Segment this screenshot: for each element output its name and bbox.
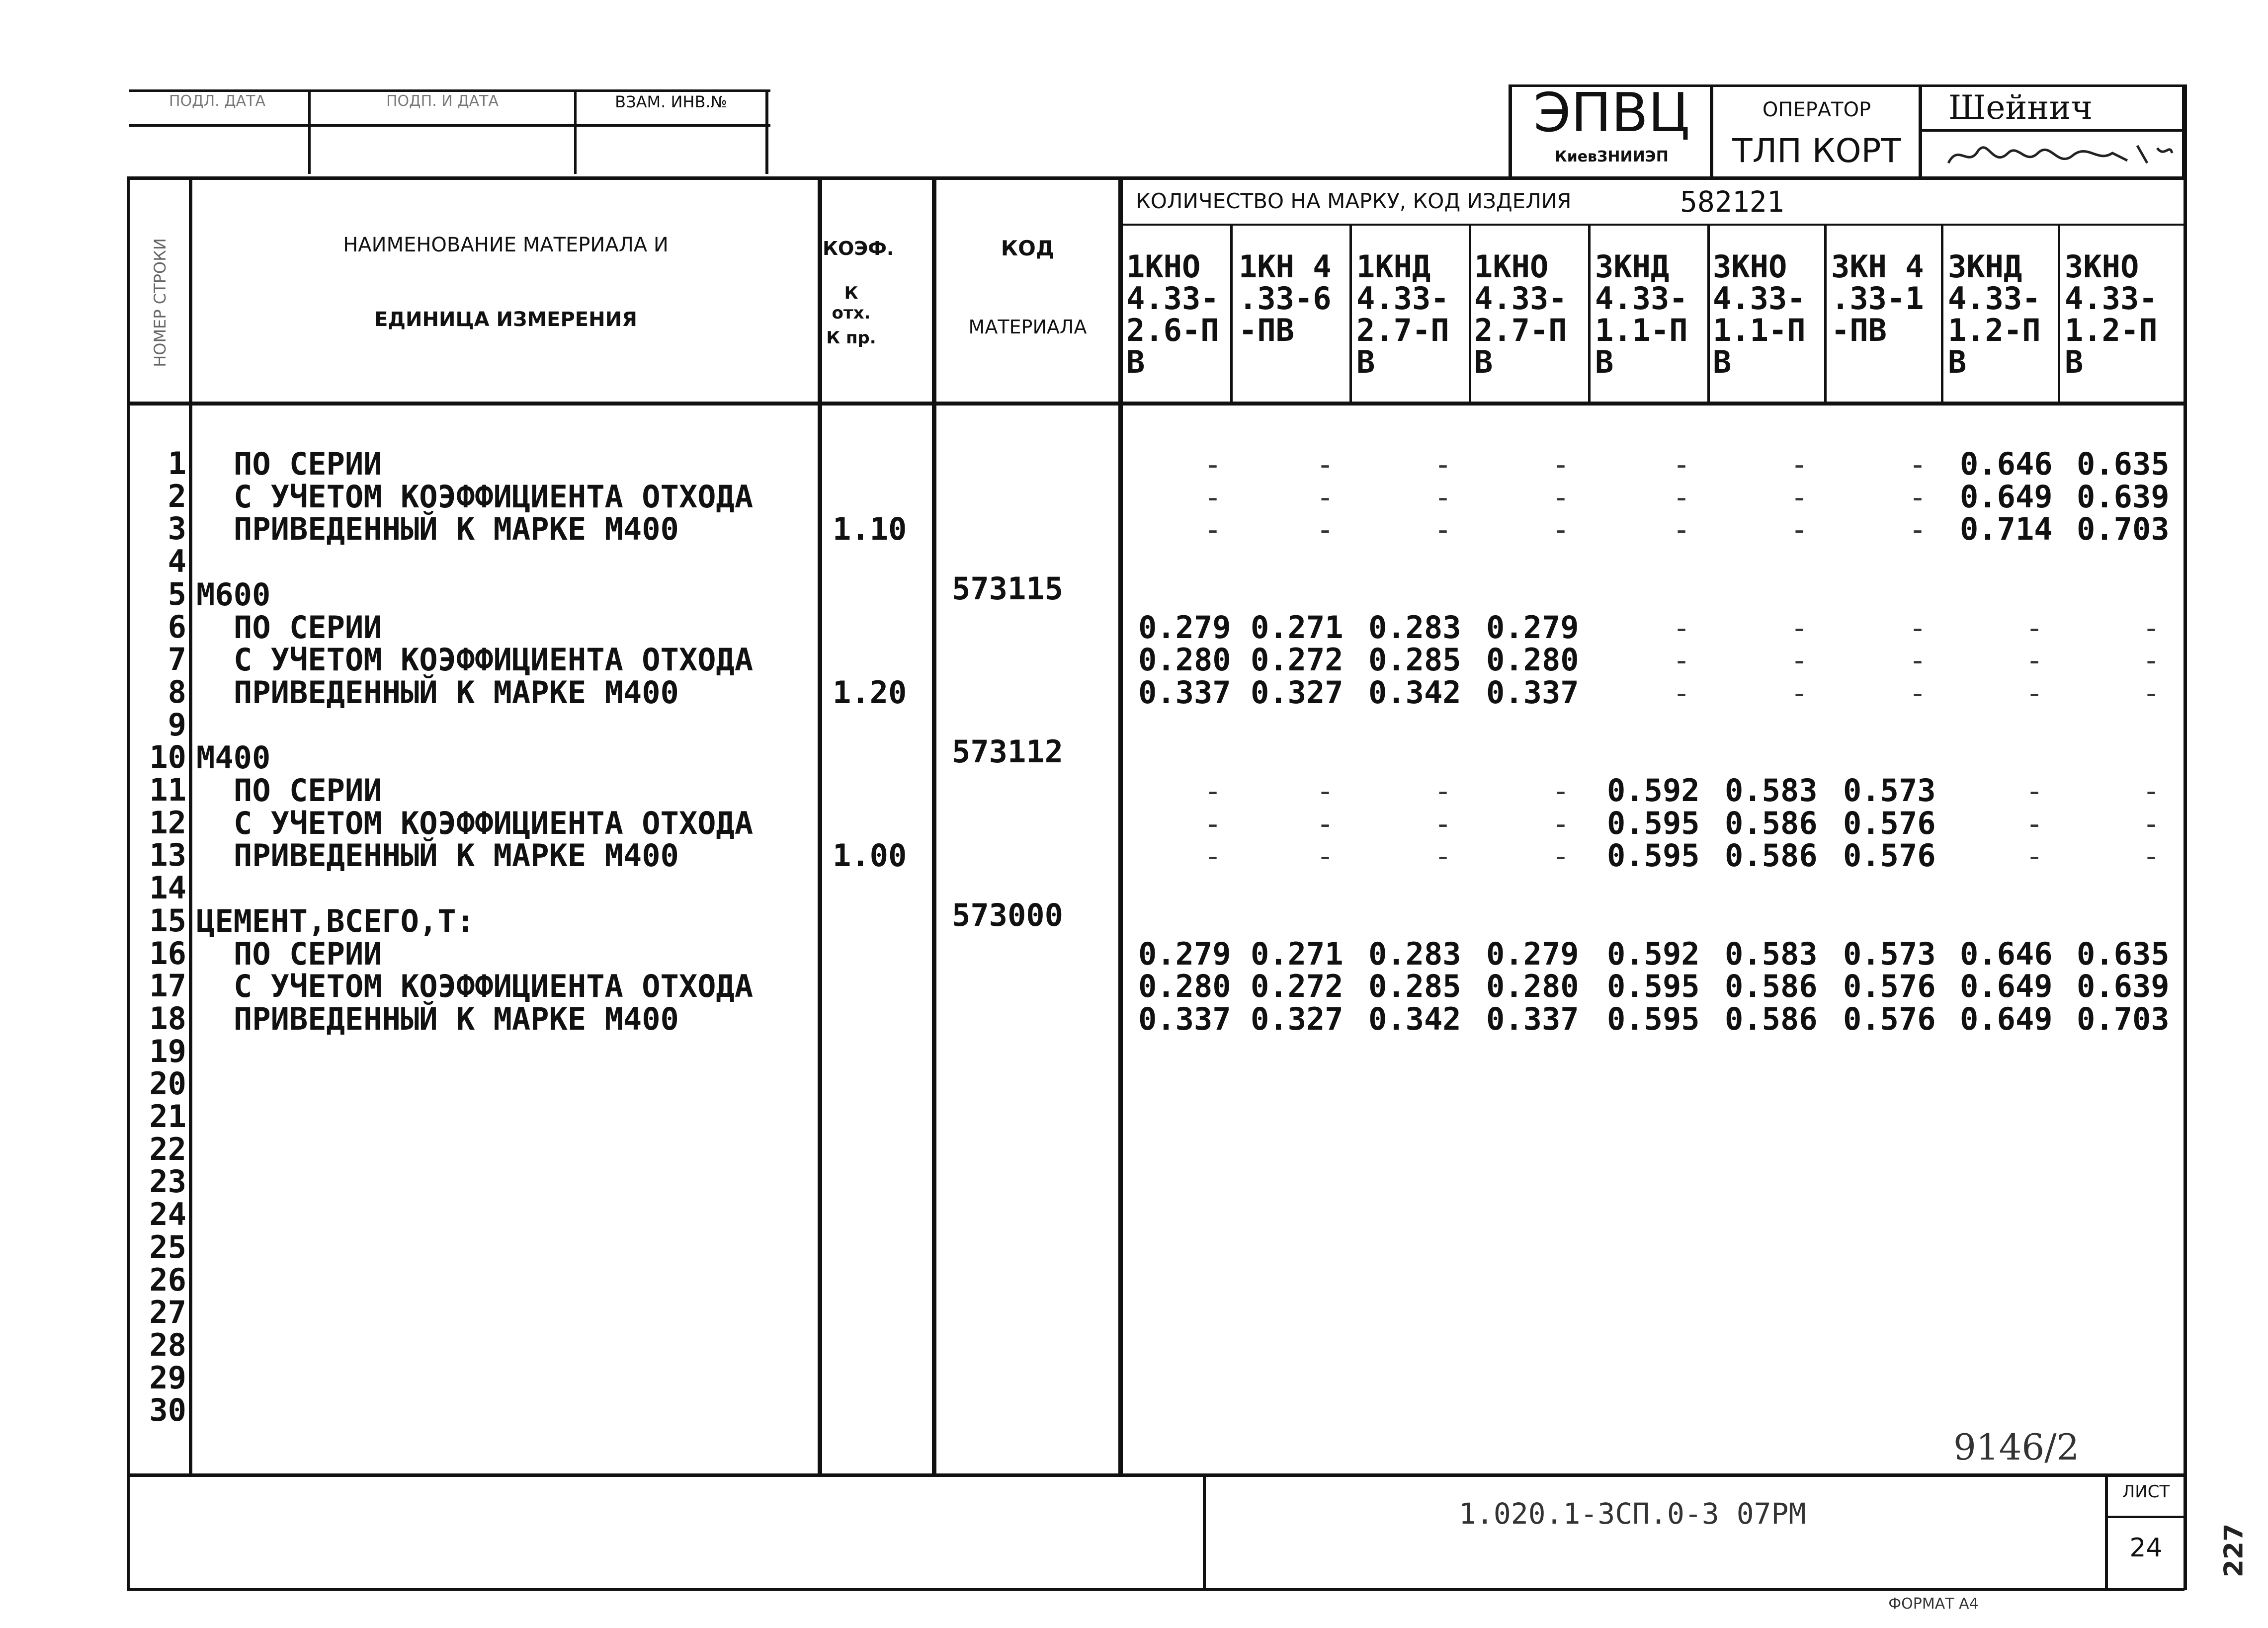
dash-value: - <box>2025 839 2044 874</box>
dash-value: - <box>1552 512 1570 548</box>
coef-value: 1.00 <box>833 837 907 874</box>
quantity-value: 0.342 <box>1368 674 1461 711</box>
row-number: 29 <box>149 1359 186 1396</box>
row-number-header: НОМЕР СТРОКИ <box>151 238 169 367</box>
dash-value: - <box>1790 447 1809 482</box>
quantity-value: 0.573 <box>1843 772 1936 809</box>
dash-value: - <box>1673 447 1691 482</box>
row-number: 3 <box>168 510 186 547</box>
dash-value: - <box>1552 839 1570 874</box>
header-bottom-border <box>127 402 2187 406</box>
dash-value: - <box>2142 643 2161 678</box>
dash-value: - <box>2142 806 2161 841</box>
quantity-header: КОЛИЧЕСТВО НА МАРКУ, КОД ИЗДЕЛИЯ <box>1136 189 1572 213</box>
mark-header-9: 3КНО 4.33- 1.2-П В <box>2065 248 2158 380</box>
quantity-value: 0.285 <box>1368 642 1461 678</box>
material-code: 573000 <box>952 896 1063 933</box>
row-number: 2 <box>168 478 186 514</box>
dash-value: - <box>1673 512 1691 548</box>
dash-value: - <box>1204 447 1222 482</box>
quantity-value: 0.586 <box>1725 837 1818 874</box>
quantity-value: 0.342 <box>1368 1000 1461 1037</box>
dash-value: - <box>1790 610 1809 646</box>
row-number: 1 <box>168 445 186 482</box>
material-name-row: ПО СЕРИИ <box>234 609 382 646</box>
quantity-value: 0.649 <box>1960 478 2053 515</box>
mark-header-1: 1КНО 4.33- 2.6-П В <box>1126 248 1219 380</box>
dash-value: - <box>2142 839 2161 874</box>
quantity-value: 0.595 <box>1607 805 1700 841</box>
dash-value: - <box>1316 447 1335 482</box>
dash-value: - <box>1909 480 1927 515</box>
material-name-row: С УЧЕТОМ КОЭФФИЦИЕНТА ОТХОДА <box>234 642 754 678</box>
group-title: М600 <box>196 576 271 613</box>
mark-header-6: 3КНО 4.33- 1.1-П В <box>1713 248 1806 380</box>
group-title: М400 <box>196 739 271 776</box>
quantity-value: 0.595 <box>1607 837 1700 874</box>
quantity-value: 0.283 <box>1368 609 1461 646</box>
dash-value: - <box>1909 675 1927 711</box>
material-name-row: С УЧЕТОМ КОЭФФИЦИЕНТА ОТХОДА <box>234 805 754 841</box>
code-header-1: КОД <box>1001 236 1055 260</box>
quantity-value: 0.283 <box>1368 935 1461 972</box>
quantity-value: 0.703 <box>2077 511 2170 548</box>
dash-value: - <box>1552 447 1570 482</box>
dash-value: - <box>2142 610 2161 646</box>
dash-value: - <box>2025 774 2044 809</box>
material-name-row: ПРИВЕДЕННЫЙ К МАРКЕ М400 <box>234 511 679 548</box>
row-number: 19 <box>149 1033 186 1069</box>
row-number: 26 <box>149 1261 186 1298</box>
quantity-value: 0.279 <box>1486 935 1579 972</box>
signer-name: Шейнич <box>1948 88 2093 127</box>
row-number: 4 <box>168 543 186 580</box>
coef-header-3: К пр. <box>826 328 876 348</box>
row-number: 21 <box>149 1098 186 1135</box>
dash-value: - <box>1790 480 1809 515</box>
dash-value: - <box>1909 447 1927 482</box>
dash-value: - <box>2142 774 2161 809</box>
quantity-value: 0.280 <box>1486 642 1579 678</box>
quantity-value: 0.639 <box>2077 968 2170 1005</box>
dash-value: - <box>1434 480 1452 515</box>
row-number: 7 <box>168 641 186 678</box>
row-number: 11 <box>149 772 186 808</box>
quantity-value: 0.646 <box>1960 446 2053 482</box>
dash-value: - <box>1909 610 1927 646</box>
coef-header-2: К отх. <box>832 283 871 323</box>
row-number: 23 <box>149 1163 186 1200</box>
dash-value: - <box>2025 675 2044 711</box>
stamp-field-2: ПОДП. И ДАТА <box>386 92 499 110</box>
mark-header-2: 1КН 4 .33-6 -ПВ <box>1239 248 1332 348</box>
material-code: 573115 <box>952 570 1063 607</box>
quantity-value: 0.337 <box>1486 674 1579 711</box>
dash-value: - <box>1316 512 1335 548</box>
document-code: 1.020.1-3СП.0-3 07РМ <box>1459 1497 1806 1531</box>
dash-value: - <box>1434 774 1452 809</box>
org-title: ЭПВЦ <box>1533 82 1690 144</box>
dash-value: - <box>1316 806 1335 841</box>
row-number: 25 <box>149 1228 186 1265</box>
quantity-value: 0.595 <box>1607 1000 1700 1037</box>
row-number: 27 <box>149 1294 186 1331</box>
dash-value: - <box>1434 447 1452 482</box>
quantity-value: 0.595 <box>1607 968 1700 1005</box>
material-name-row: ПРИВЕДЕННЫЙ К МАРКЕ М400 <box>234 674 679 711</box>
material-name-row: ПО СЕРИИ <box>234 935 382 972</box>
material-name-row: ПРИВЕДЕННЫЙ К МАРКЕ М400 <box>234 837 679 874</box>
mark-header-3: 1КНД 4.33- 2.7-П В <box>1356 248 1449 380</box>
quantity-value: 0.635 <box>2077 446 2170 482</box>
row-number: 14 <box>149 870 186 906</box>
quantity-value: 0.271 <box>1251 935 1344 972</box>
row-number: 20 <box>149 1065 186 1102</box>
sheet-number: 24 <box>2129 1533 2163 1563</box>
dash-value: - <box>1909 512 1927 548</box>
quantity-value: 0.337 <box>1486 1000 1579 1037</box>
row-number: 10 <box>149 739 186 776</box>
dash-value: - <box>1434 839 1452 874</box>
dash-value: - <box>1204 774 1222 809</box>
dash-value: - <box>1434 806 1452 841</box>
quantity-value: 0.280 <box>1138 968 1231 1005</box>
quantity-value: 0.285 <box>1368 968 1461 1005</box>
quantity-value: 0.583 <box>1725 935 1818 972</box>
side-number: 227 <box>2219 1523 2249 1578</box>
quantity-value: 0.586 <box>1725 805 1818 841</box>
material-name-header-2: ЕДИНИЦА ИЗМЕРЕНИЯ <box>374 308 637 331</box>
material-name-row: С УЧЕТОМ КОЭФФИЦИЕНТА ОТХОДА <box>234 968 754 1005</box>
dash-value: - <box>2142 675 2161 711</box>
quantity-value: 0.646 <box>1960 935 2053 972</box>
row-number: 17 <box>149 968 186 1004</box>
quantity-value: 0.280 <box>1486 968 1579 1005</box>
quantity-value: 0.586 <box>1725 968 1818 1005</box>
dash-value: - <box>1552 774 1570 809</box>
dash-value: - <box>1204 806 1222 841</box>
quantity-value: 0.639 <box>2077 478 2170 515</box>
row-number: 22 <box>149 1131 186 1167</box>
operator-label: ОПЕРАТОР <box>1762 98 1871 121</box>
dash-value: - <box>2025 643 2044 678</box>
quantity-value: 0.573 <box>1843 935 1936 972</box>
row-number: 13 <box>149 837 186 874</box>
row-number: 28 <box>149 1326 186 1363</box>
quantity-value: 0.576 <box>1843 805 1936 841</box>
quantity-value: 0.576 <box>1843 837 1936 874</box>
dash-value: - <box>1790 675 1809 711</box>
code-header-2: МАТЕРИАЛА <box>968 316 1087 338</box>
group-title: ЦЕМЕНТ,ВСЕГО,Т: <box>196 902 475 939</box>
dash-value: - <box>1552 806 1570 841</box>
operator-name: ТЛП КОРТ <box>1732 132 1901 170</box>
row-number: 16 <box>149 935 186 972</box>
quantity-value: 0.280 <box>1138 642 1231 678</box>
quantity-value: 0.576 <box>1843 968 1936 1005</box>
mark-header-7: 3КН 4 .33-1 -ПВ <box>1831 248 1924 348</box>
dash-value: - <box>1204 839 1222 874</box>
dash-value: - <box>1673 480 1691 515</box>
quantity-value: 0.714 <box>1960 511 2053 548</box>
quantity-value: 0.592 <box>1607 935 1700 972</box>
row-number: 6 <box>168 608 186 645</box>
row-number: 5 <box>168 575 186 612</box>
material-name-header-1: НАИМЕНОВАНИЕ МАТЕРИАЛА И <box>343 234 669 256</box>
quantity-value: 0.279 <box>1138 935 1231 972</box>
dash-value: - <box>1790 512 1809 548</box>
product-code: 582121 <box>1680 185 1784 219</box>
dash-value: - <box>1434 512 1452 548</box>
material-name-row: ПО СЕРИИ <box>234 772 382 809</box>
coef-value: 1.20 <box>833 674 907 711</box>
table-top-border <box>127 176 2187 180</box>
dash-value: - <box>1204 512 1222 548</box>
row-number: 24 <box>149 1196 186 1233</box>
material-name-row: ПРИВЕДЕННЫЙ К МАРКЕ М400 <box>234 1000 679 1037</box>
material-code: 573112 <box>952 733 1063 770</box>
row-number: 8 <box>168 673 186 710</box>
quantity-value: 0.583 <box>1725 772 1818 809</box>
dash-value: - <box>1204 480 1222 515</box>
dash-value: - <box>1909 643 1927 678</box>
dash-value: - <box>1316 839 1335 874</box>
material-name-row: ПО СЕРИИ <box>234 446 382 482</box>
sheet-label: ЛИСТ <box>2122 1482 2170 1502</box>
quantity-value: 0.635 <box>2077 935 2170 972</box>
quantity-value: 0.272 <box>1251 642 1344 678</box>
row-number: 18 <box>149 1000 186 1037</box>
quantity-value: 0.327 <box>1251 1000 1344 1037</box>
dash-value: - <box>1552 480 1570 515</box>
quantity-value: 0.592 <box>1607 772 1700 809</box>
quantity-value: 0.279 <box>1138 609 1231 646</box>
quantity-value: 0.337 <box>1138 1000 1231 1037</box>
coef-value: 1.10 <box>833 511 907 548</box>
coef-header-1: КОЭФ. <box>823 238 894 259</box>
mark-header-8: 3КНД 4.33- 1.2-П В <box>1948 248 2041 380</box>
dash-value: - <box>2025 610 2044 646</box>
quantity-value: 0.271 <box>1251 609 1344 646</box>
org-subtitle: КиевЗНИИЭП <box>1555 148 1669 165</box>
mark-header-4: 1КНО 4.33- 2.7-П В <box>1474 248 1567 380</box>
row-number: 9 <box>168 706 186 743</box>
row-number: 12 <box>149 804 186 841</box>
quantity-value: 0.272 <box>1251 968 1344 1005</box>
dash-value: - <box>1673 610 1691 646</box>
quantity-value: 0.649 <box>1960 1000 2053 1037</box>
stamp-field-3: ВЗАМ. ИНВ.№ <box>615 92 727 111</box>
row-number: 15 <box>149 902 186 939</box>
stamp-field-1: ПОДЛ. ДАТА <box>168 92 266 110</box>
quantity-value: 0.327 <box>1251 674 1344 711</box>
signature <box>1938 133 2177 175</box>
quantity-value: 0.703 <box>2077 1000 2170 1037</box>
handwritten-number: 9146/2 <box>1953 1426 2080 1468</box>
dash-value: - <box>1316 480 1335 515</box>
dash-value: - <box>1316 774 1335 809</box>
material-name-row: С УЧЕТОМ КОЭФФИЦИЕНТА ОТХОДА <box>234 478 754 515</box>
dash-value: - <box>1673 643 1691 678</box>
mark-header-5: 3КНД 4.33- 1.1-П В <box>1595 248 1688 380</box>
dash-value: - <box>2025 806 2044 841</box>
format-label: ФОРМАТ А4 <box>1888 1595 1979 1613</box>
row-number: 30 <box>149 1392 186 1429</box>
table-bottom-border <box>127 1473 2187 1477</box>
quantity-value: 0.576 <box>1843 1000 1936 1037</box>
quantity-value: 0.649 <box>1960 968 2053 1005</box>
quantity-value: 0.337 <box>1138 674 1231 711</box>
dash-value: - <box>1790 643 1809 678</box>
dash-value: - <box>1673 675 1691 711</box>
quantity-value: 0.279 <box>1486 609 1579 646</box>
quantity-value: 0.586 <box>1725 1000 1818 1037</box>
